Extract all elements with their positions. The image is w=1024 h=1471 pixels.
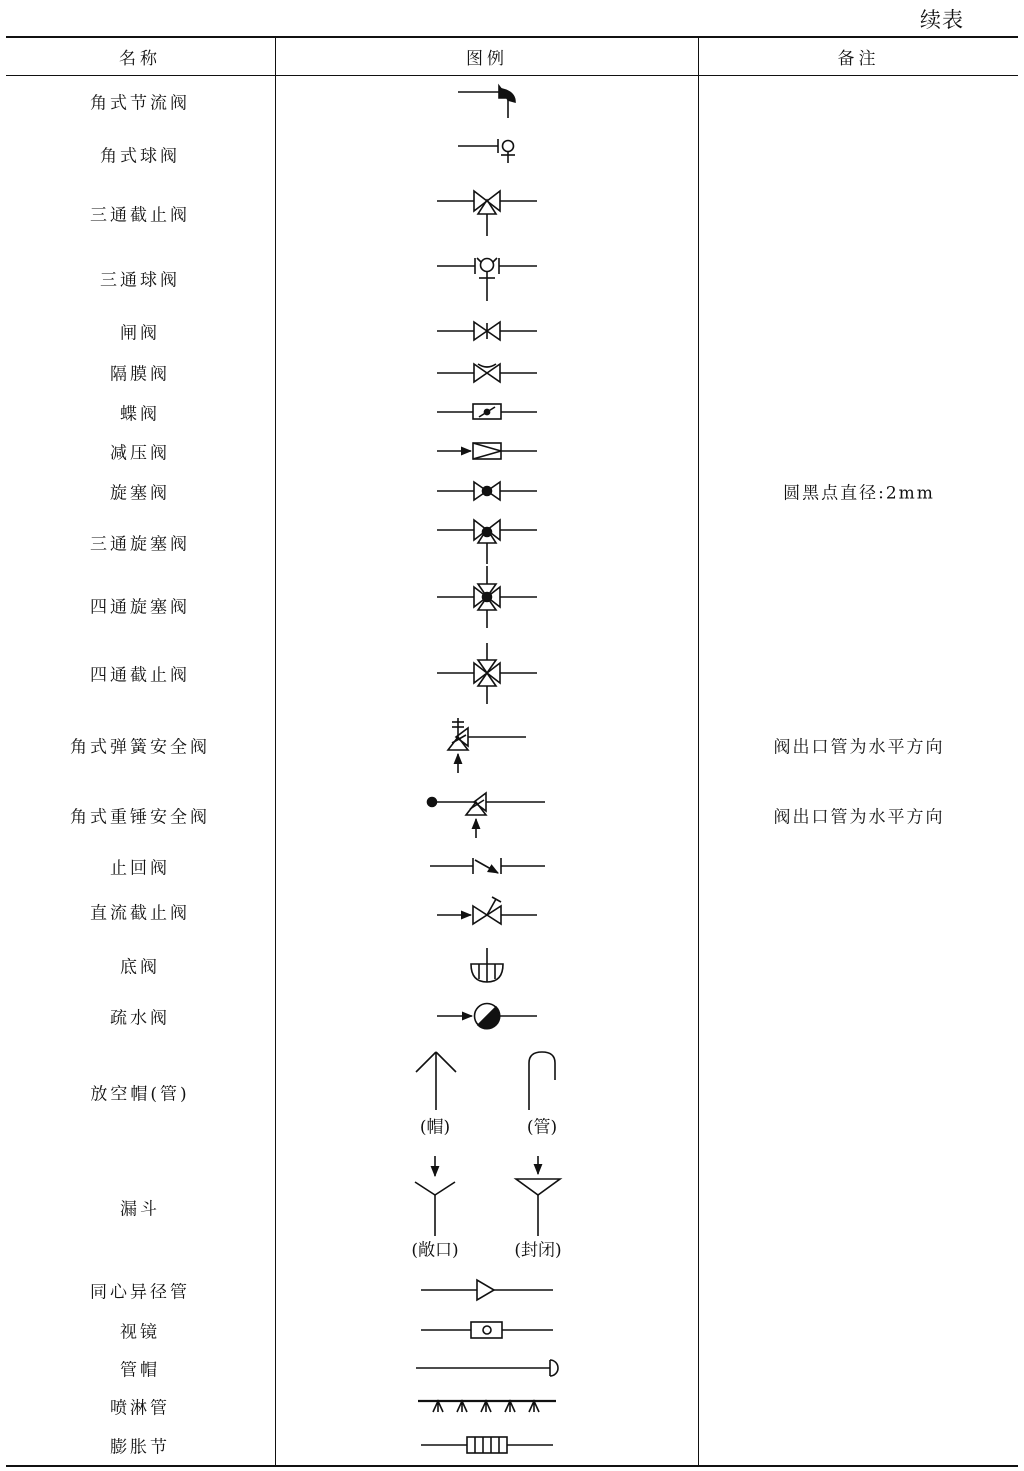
row-name: 角式弹簧安全阀 xyxy=(70,737,210,758)
symbol-sublabel: (帽) xyxy=(419,1117,451,1138)
expansion-joint-icon xyxy=(421,1437,553,1453)
row-remark: 阀出口管为水平方向 xyxy=(773,737,945,758)
steam-trap-icon xyxy=(437,1004,537,1029)
symbol-sublabel: (管) xyxy=(526,1117,558,1138)
row-remark: 阀出口管为水平方向 xyxy=(773,807,945,828)
three-way-globe-valve-icon xyxy=(437,191,537,236)
pipe-cap-icon xyxy=(416,1360,558,1376)
row-name: 四通截止阀 xyxy=(90,665,190,686)
plug-valve-icon xyxy=(437,482,537,500)
row-name: 旋塞阀 xyxy=(110,483,170,504)
row-name: 直流截止阀 xyxy=(90,903,190,924)
header-symbol: 图例 xyxy=(466,49,508,69)
foot-valve-icon xyxy=(471,948,503,982)
angle-spring-safety-valve-icon xyxy=(448,718,526,773)
row-name: 减压阀 xyxy=(110,443,170,464)
pressure-reducing-valve-icon xyxy=(437,443,537,459)
four-way-plug-valve-icon xyxy=(437,566,537,628)
four-way-globe-valve-icon xyxy=(437,643,537,704)
row-name: 同心异径管 xyxy=(90,1282,190,1303)
row-name: 三通旋塞阀 xyxy=(90,534,190,555)
funnel-icon xyxy=(415,1156,560,1236)
row-name: 管帽 xyxy=(120,1360,160,1381)
symbol-sublabel: (敞口) xyxy=(411,1240,459,1261)
row-name: 视镜 xyxy=(120,1322,160,1343)
row-name: 角式重锤安全阀 xyxy=(70,807,210,828)
row-remark: 圆黑点直径:2mm xyxy=(783,483,935,504)
row-name: 止回阀 xyxy=(110,858,170,879)
check-valve-icon xyxy=(430,858,545,874)
gate-valve-icon xyxy=(437,322,537,340)
angle-throttle-valve-icon xyxy=(458,86,515,118)
row-name: 闸阀 xyxy=(120,323,160,344)
header-name: 名称 xyxy=(119,49,161,69)
angle-weight-safety-valve-icon xyxy=(428,793,546,838)
row-name: 疏水阀 xyxy=(110,1008,170,1029)
three-way-ball-valve-icon xyxy=(437,258,537,301)
row-name: 喷淋管 xyxy=(110,1398,170,1419)
symbol-sublabel: (封闭) xyxy=(514,1240,562,1261)
header-remark: 备注 xyxy=(837,49,880,69)
vent-cap-pipe-icon xyxy=(416,1052,555,1110)
row-name: 三通球阀 xyxy=(100,270,180,291)
row-name: 漏斗 xyxy=(120,1199,160,1220)
concentric-reducer-icon xyxy=(421,1280,553,1300)
row-name: 隔膜阀 xyxy=(110,364,170,385)
butterfly-valve-icon xyxy=(437,404,537,419)
diaphragm-valve-icon xyxy=(437,364,537,382)
row-name: 角式球阀 xyxy=(100,146,180,167)
row-name: 三通截止阀 xyxy=(90,205,190,226)
angle-ball-valve-icon xyxy=(458,139,515,163)
sight-glass-icon xyxy=(421,1322,553,1338)
table-caption: 续表 xyxy=(920,8,964,32)
spray-pipe-icon xyxy=(418,1401,556,1412)
straight-globe-valve-icon xyxy=(437,897,537,924)
row-name: 膨胀节 xyxy=(110,1437,170,1458)
row-name: 角式节流阀 xyxy=(90,93,190,114)
row-name: 四通旋塞阀 xyxy=(90,597,190,618)
row-name: 底阀 xyxy=(120,957,160,978)
row-name: 蝶阀 xyxy=(120,404,160,425)
three-way-plug-valve-icon xyxy=(437,520,537,564)
row-name: 放空帽(管) xyxy=(90,1084,190,1105)
